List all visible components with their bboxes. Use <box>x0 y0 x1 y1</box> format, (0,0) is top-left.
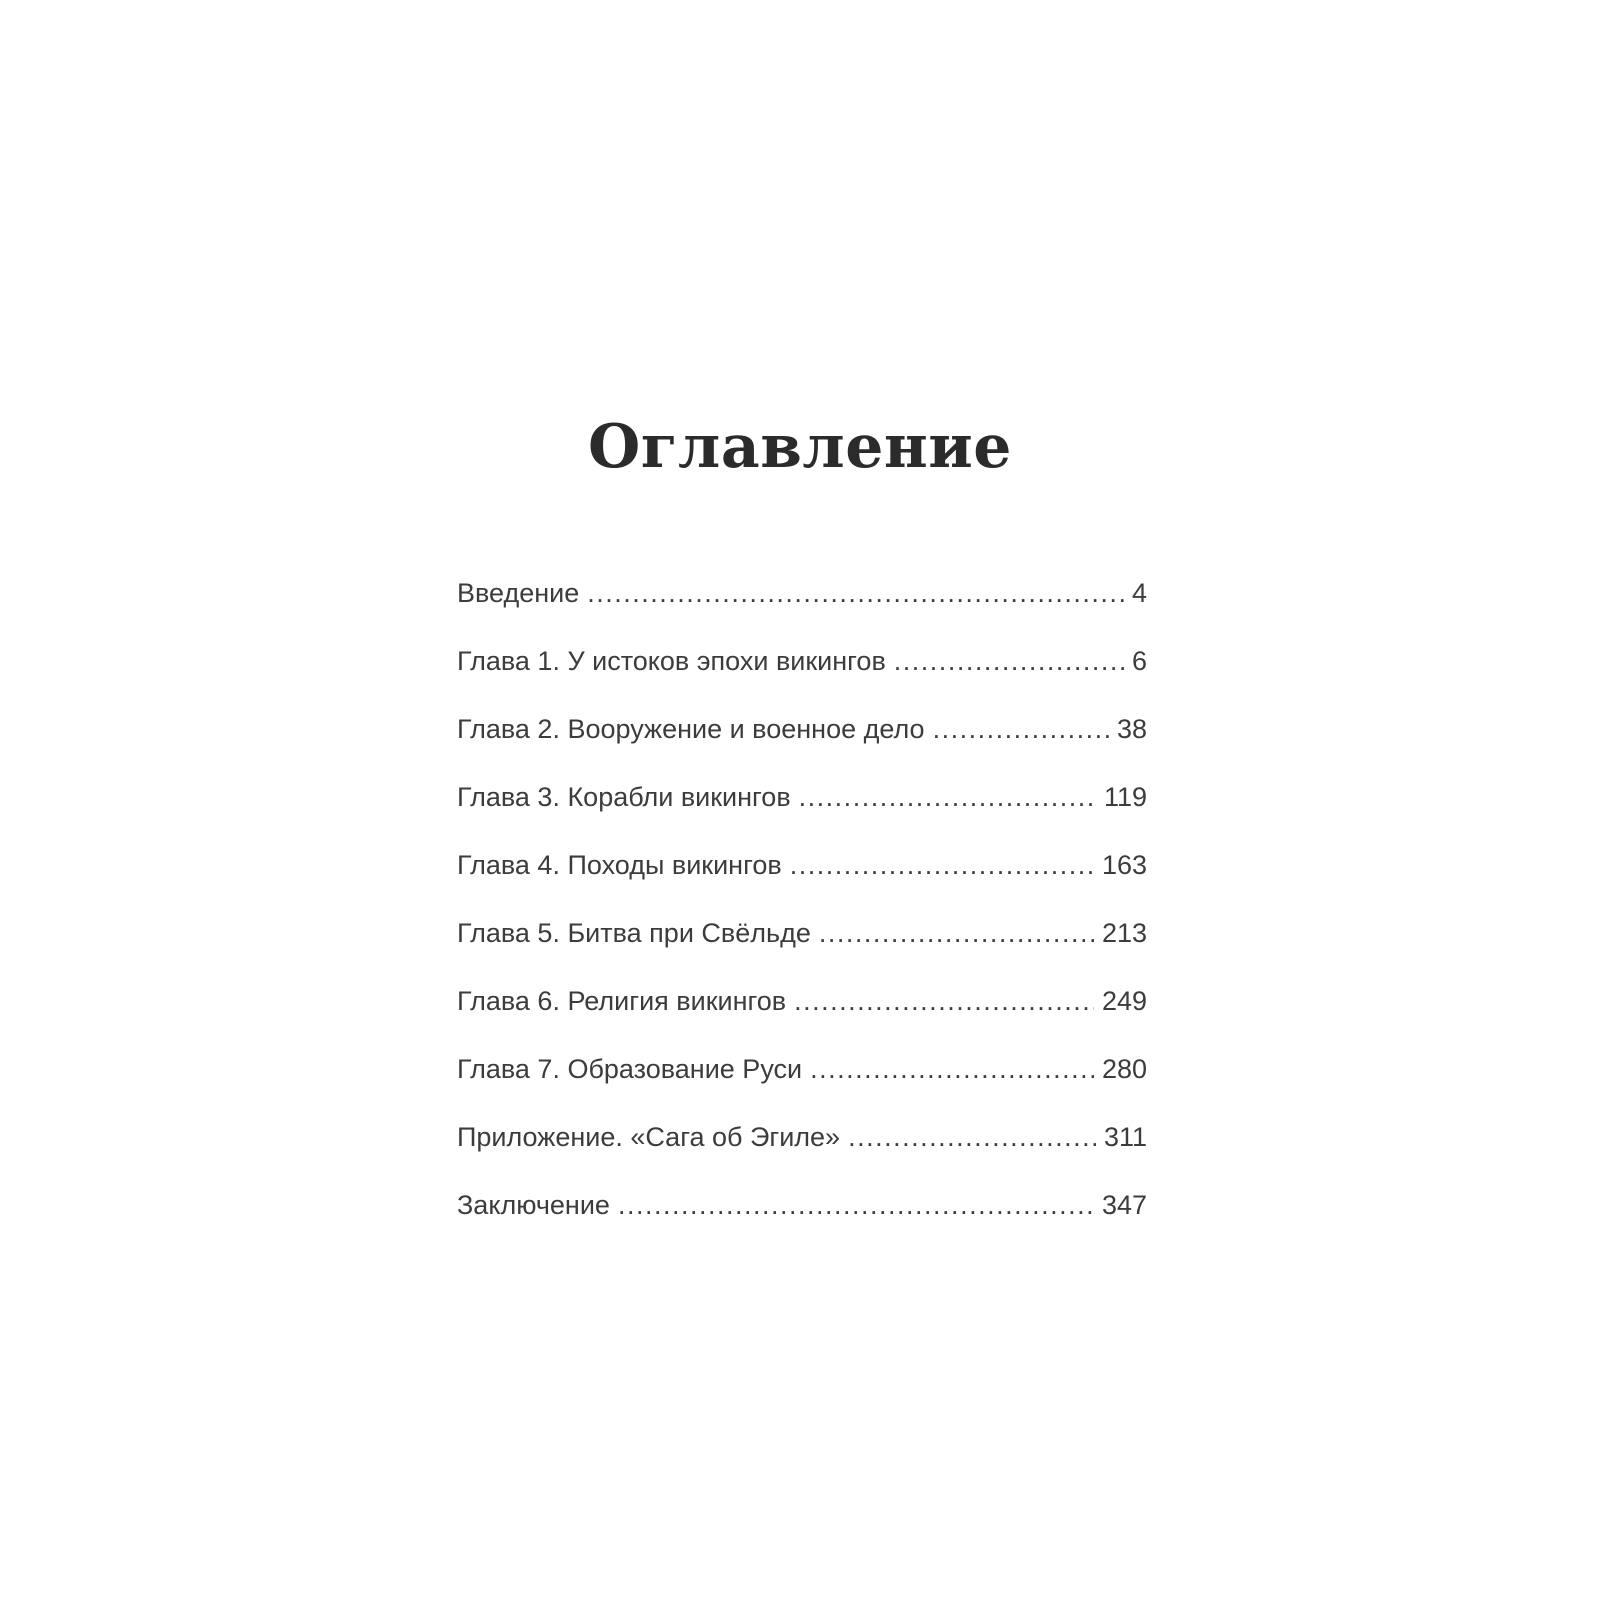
toc-page-number: 38 <box>1116 714 1147 744</box>
toc-entry-title: Глава 5. Битва при Свёльде <box>457 918 811 948</box>
toc-entry-title: Глава 6. Религия викингов <box>457 986 787 1016</box>
dot-leader <box>790 850 1094 881</box>
toc-page-number: 4 <box>1131 578 1147 608</box>
dot-leader <box>848 1122 1096 1153</box>
toc-entry-title: Приложение. «Сага об Эгиле» <box>457 1122 841 1152</box>
toc-entry-title: Глава 4. Походы викингов <box>457 850 782 880</box>
toc-entry-appendix <box>457 1122 1147 1190</box>
toc-page-number: 311 <box>1103 1122 1147 1152</box>
dot-leader <box>618 1190 1094 1221</box>
page-title: Оглавление <box>588 412 1012 482</box>
dot-leader <box>894 646 1124 677</box>
toc-entry-title: Глава 3. Корабли викингов <box>457 782 791 812</box>
toc-entry-chapter-2 <box>457 714 1147 782</box>
toc-entry-introduction <box>457 578 1147 646</box>
toc-entry-chapter-4 <box>457 850 1147 918</box>
toc-entry-title: Глава 7. Образование Руси <box>457 1054 803 1084</box>
toc-entry-conclusion <box>457 1190 1147 1258</box>
toc-entry-chapter-6 <box>457 986 1147 1054</box>
toc-entry-chapter-7 <box>457 1054 1147 1122</box>
dot-leader <box>799 782 1096 813</box>
toc-entry-chapter-1 <box>457 646 1147 714</box>
dot-leader <box>587 578 1124 609</box>
toc-page-number: 249 <box>1101 986 1147 1016</box>
toc-entry-title: Заключение <box>457 1190 610 1220</box>
toc-page-number: 163 <box>1101 850 1147 880</box>
toc-entry-chapter-3 <box>457 782 1147 850</box>
dot-leader <box>794 986 1094 1017</box>
toc-entry-title: Введение <box>457 578 580 608</box>
dot-leader <box>810 1054 1094 1085</box>
toc-page-number: 6 <box>1131 646 1147 676</box>
dot-leader <box>933 714 1109 745</box>
table-of-contents <box>457 578 1147 1258</box>
toc-page-number: 280 <box>1101 1054 1147 1084</box>
toc-entry-title: Глава 2. Вооружение и военное дело <box>457 714 925 744</box>
toc-entry-title: Глава 1. У истоков эпохи викингов <box>457 646 886 676</box>
toc-page-number: 347 <box>1101 1190 1147 1220</box>
toc-page-number: 213 <box>1101 918 1147 948</box>
dot-leader <box>819 918 1094 949</box>
toc-page-number: 119 <box>1103 782 1147 812</box>
toc-entry-chapter-5 <box>457 918 1147 986</box>
